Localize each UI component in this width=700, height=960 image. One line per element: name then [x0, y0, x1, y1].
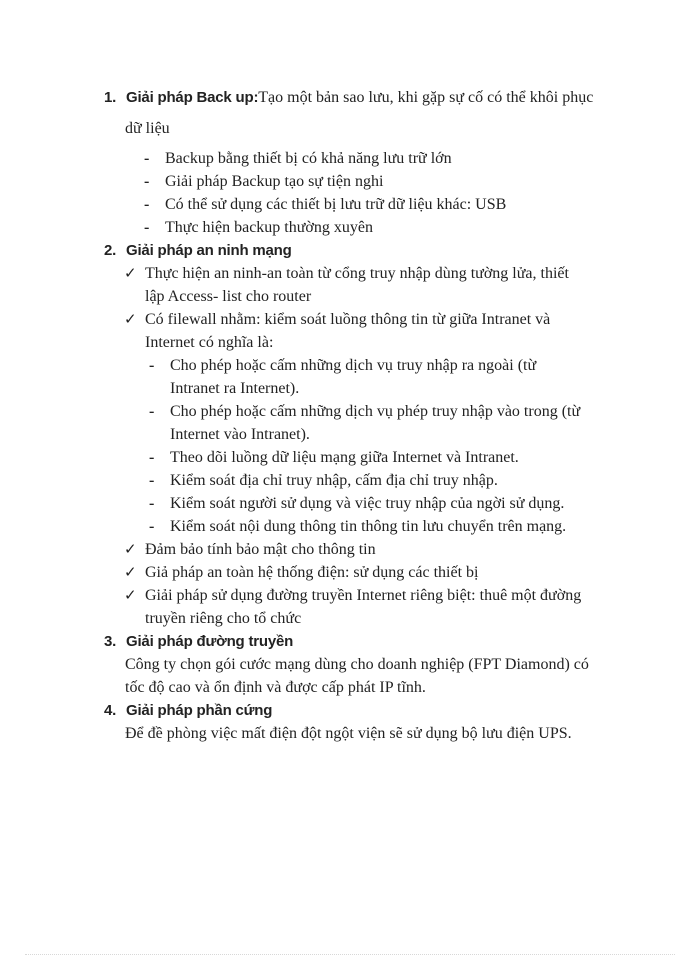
section-2-sub-bullet-line1: Kiểm soát địa chỉ truy nhập, cấm địa chỉ truy nhập.	[170, 472, 498, 489]
check-icon: ✓	[124, 540, 137, 558]
bullet-dash-icon: -	[149, 449, 155, 466]
section-2-sub-bullet-line1: Theo dõi luồng dữ liệu mạng giữa Internet và Intranet.	[170, 449, 519, 466]
bullet-dash-icon: -	[149, 357, 155, 374]
section-3-number: 3.	[104, 633, 117, 650]
section-2-sub-bullet-line2: Intranet ra Internet).	[170, 380, 300, 397]
section-3-para-line2: tốc độ cao và ổn định và được cấp phát IP tĩnh.	[125, 679, 426, 696]
section-2-check-line1: Có filewall nhằm: kiểm soát luồng thông tin từ giữa Intranet và	[145, 311, 551, 328]
check-icon: ✓	[124, 264, 137, 282]
section-2-check-line2: Internet có nghĩa là:	[145, 334, 274, 351]
section-2-number: 2.	[104, 242, 117, 259]
bullet-dash-icon: -	[149, 403, 155, 420]
bullet-dash-icon: -	[144, 150, 150, 167]
section-4-para-line1: Để đề phòng việc mất điện đột ngột viện sẽ sử dụng bộ lưu điện UPS.	[125, 725, 572, 742]
check-icon: ✓	[124, 586, 137, 604]
section-1-intro-line1: Tạo một bản sao lưu, khi gặp sự cố có thể khôi phục	[258, 89, 594, 106]
section-2-title: Giải pháp an ninh mạng	[126, 242, 292, 259]
section-4-number: 4.	[104, 702, 117, 719]
section-2-sub-bullet-line1: Cho phép hoặc cấm những dịch vụ phép truy nhập vào trong (từ	[170, 403, 581, 420]
bullet-dash-icon: -	[149, 495, 155, 512]
bullet-dash-icon: -	[144, 196, 150, 213]
section-2-sub-bullet-line1: Cho phép hoặc cấm những dịch vụ truy nhập ra ngoài (từ	[170, 357, 537, 374]
section-2-sub-bullet-line1: Kiểm soát người sử dụng và việc truy nhập của ngời sử dụng.	[170, 495, 565, 512]
bullet-dash-icon: -	[144, 173, 150, 190]
bullet-dash-icon: -	[144, 219, 150, 236]
section-2-check-line1: Giải pháp sử dụng đường truyền Internet riêng biệt: thuê một đường	[145, 587, 582, 604]
section-2-check-line2: lập Access- list cho router	[145, 288, 312, 305]
bullet-dash-icon: -	[149, 472, 155, 489]
section-1-title: Giải pháp Back up:	[126, 89, 259, 106]
section-2-check-line2: truyền riêng cho tổ chức	[145, 610, 302, 627]
section-1-bullet: Có thể sử dụng các thiết bị lưu trữ dữ liệu khác: USB	[165, 196, 507, 213]
section-2-check-line1: Đảm bảo tính bảo mật cho thông tin	[145, 541, 376, 558]
check-icon: ✓	[124, 310, 137, 328]
section-4-title: Giải pháp phần cứng	[126, 702, 273, 719]
section-3-para-line1: Công ty chọn gói cước mạng dùng cho doanh nghiệp (FPT Diamond) có	[125, 656, 589, 673]
section-1-bullet: Backup bằng thiết bị có khả năng lưu trữ lớn	[165, 150, 452, 167]
bullet-dash-icon: -	[149, 518, 155, 535]
section-2-check-line1: Thực hiện an ninh-an toàn từ cổng truy nhập dùng tường lửa, thiết	[145, 265, 569, 282]
section-2-sub-bullet-line1: Kiểm soát nội dung thông tin thông tin lưu chuyển trên mạng.	[170, 518, 567, 535]
section-1-bullet: Giải pháp Backup tạo sự tiện nghi	[165, 173, 384, 190]
section-3-title: Giải pháp đường truyền	[126, 633, 294, 650]
section-1-bullet: Thực hiện backup thường xuyên	[165, 219, 373, 236]
check-icon: ✓	[124, 563, 137, 581]
section-1-intro-line2: dữ liệu	[125, 120, 170, 137]
section-2-check-line1: Giả pháp an toàn hệ thống điện: sử dụng các thiết bị	[145, 564, 479, 581]
page-bottom-divider	[25, 954, 675, 955]
section-1-heading	[126, 88, 593, 108]
section-2-sub-bullet-line2: Internet vào Intranet).	[170, 426, 310, 443]
section-1-number: 1.	[104, 89, 117, 106]
